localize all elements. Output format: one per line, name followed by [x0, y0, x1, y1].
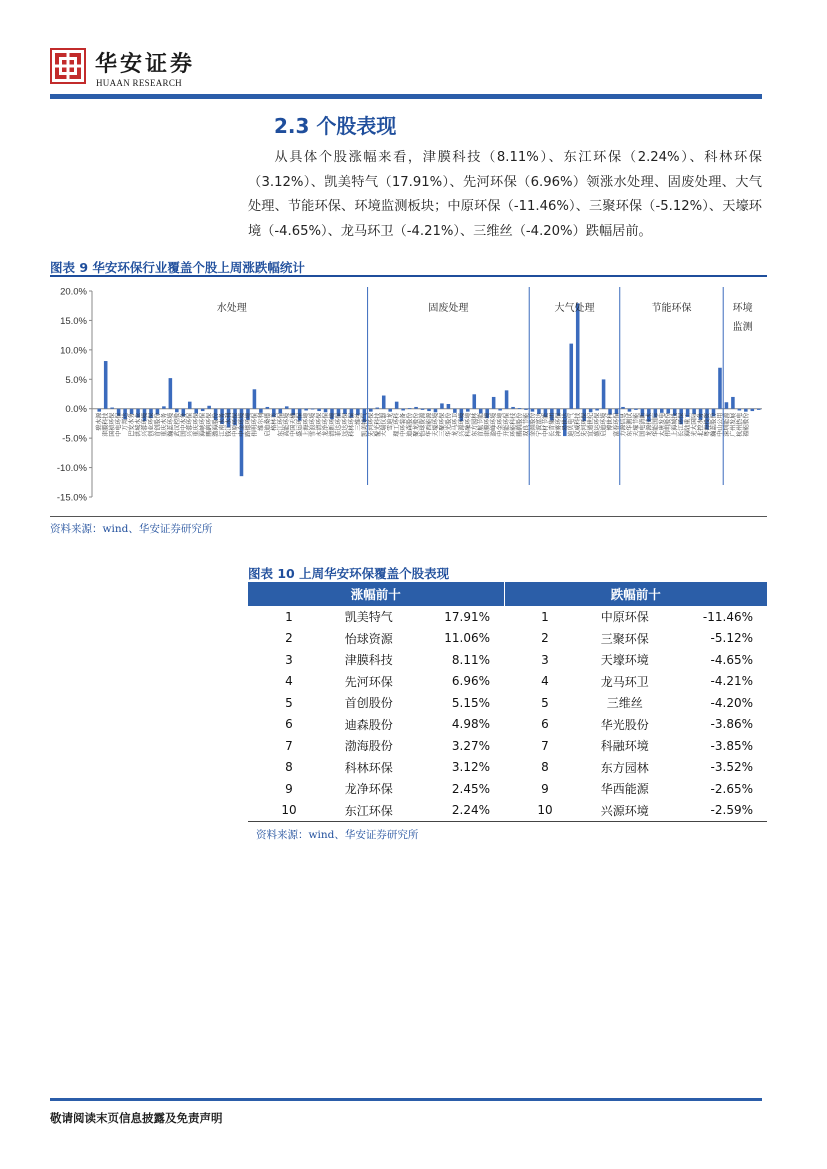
x-tick-label: 粤海投资 [704, 412, 712, 437]
x-tick-label: 渤海股份 [212, 412, 220, 437]
gainer-rank: 5 [285, 695, 293, 710]
x-tick-label: 中金环境 [497, 412, 505, 437]
x-tick-label: 盛运环保 [594, 412, 602, 437]
x-tick-label: 深圳能源 [723, 412, 731, 437]
x-tick-label: 大唐发电 [658, 412, 666, 437]
loser-change: -3.85% [710, 738, 753, 753]
bar [518, 408, 522, 409]
bar [311, 409, 315, 410]
gainer-rank: 8 [285, 760, 293, 775]
x-tick-label: 国祯环保 [109, 412, 117, 437]
bar [660, 409, 664, 413]
header-divider [50, 94, 762, 99]
x-tick-label: 宜通世纪 [587, 412, 595, 437]
bar [253, 389, 257, 408]
x-tick-label: 兴源环境 [458, 412, 466, 437]
x-tick-label: 清新环境 [329, 412, 337, 437]
x-tick-label: 瀚蓝股份 [710, 412, 718, 437]
loser-name: 科融环境 [600, 739, 649, 754]
gainer-change: 3.27% [451, 738, 490, 753]
bar [266, 407, 270, 409]
bar [388, 409, 392, 412]
bar [466, 409, 470, 412]
x-tick-label: 宁波富达 [535, 412, 543, 437]
loser-change: -11.46% [702, 609, 753, 624]
bar [757, 409, 761, 410]
bar [169, 378, 173, 409]
x-tick-label: 开能环保 [503, 412, 511, 437]
y-tick-label: -10.0% [56, 463, 87, 475]
footer-disclaimer: 敬请阅读末页信息披露及免责声明 [50, 1111, 223, 1125]
gainer-change: 8.11% [451, 652, 490, 667]
loser-rank: 10 [504, 800, 586, 822]
x-tick-label: 中国天楹 [290, 412, 298, 437]
x-tick-label: 金圆股份 [529, 412, 537, 437]
bar [505, 390, 509, 408]
figure10-title: 图表 10 上周华安环保覆盖个股表现 [248, 566, 450, 581]
x-tick-label: 东江环保 [277, 412, 285, 437]
group-label: 水处理 [216, 303, 247, 314]
loser-name: 中原环保 [600, 610, 649, 625]
bar [162, 406, 166, 408]
x-tick-label: 天壕节能 [632, 412, 640, 437]
loser-name: 三维丝 [606, 696, 643, 711]
bar [440, 403, 444, 408]
table-row [248, 778, 767, 800]
loser-rank: 9 [541, 781, 549, 796]
x-tick-label: 中环装备 [400, 412, 408, 437]
bar [375, 408, 379, 409]
gainer-name: 科林环保 [344, 760, 393, 775]
x-tick-label: 中原环保 [232, 412, 240, 437]
bar [628, 409, 632, 412]
gainer-rank: 3 [285, 652, 293, 667]
x-tick-label: 迪森股份 [406, 412, 414, 437]
x-tick-label: 上海环境 [303, 412, 311, 437]
x-tick-label: 兴蓉环保 [186, 412, 194, 437]
gainer-name: 东江环保 [330, 800, 408, 822]
bar [725, 402, 729, 408]
logo-mark [50, 48, 86, 84]
group-label: 固废处理 [428, 303, 469, 314]
gainer-rank: 4 [285, 674, 293, 689]
bar [492, 397, 496, 409]
bar [104, 361, 108, 409]
x-tick-label: 高能环境 [283, 412, 291, 437]
bar [175, 409, 179, 413]
gainer-rank: 2 [285, 631, 293, 646]
loser-rank: 3 [541, 652, 549, 667]
x-tick-label: 聚龙股份 [413, 412, 421, 437]
x-tick-label: 碧水源 [96, 412, 104, 431]
y-tick-label: 5.0% [65, 374, 87, 386]
x-tick-label: 迪贝电气 [568, 412, 576, 437]
gainer-name: 凯美特气 [344, 610, 393, 625]
bar [569, 344, 573, 409]
x-tick-label: 菲达环保 [335, 412, 343, 437]
group-label: 环境 [732, 303, 753, 314]
table-row [248, 714, 767, 736]
figure9-title: 图表 9 华安环保行业覆盖个股上周涨跌幅统计 [50, 260, 305, 275]
x-tick-label: 华西能源 [426, 412, 433, 437]
loser-change: -4.65% [710, 652, 753, 667]
figure9-chart [50, 280, 767, 512]
loser-name: 天壕环境 [600, 653, 649, 668]
group-label: 节能环保 [651, 303, 692, 314]
gainer-name: 迪森股份 [344, 717, 393, 732]
x-tick-label: 创业环保 [147, 412, 155, 437]
gainer-name: 首创股份 [344, 696, 393, 711]
gainer-name: 津膜科技 [344, 653, 393, 668]
bar [511, 407, 515, 409]
x-tick-label: 维尔利 [257, 412, 265, 431]
logo-title: 华安证券 [95, 51, 196, 77]
x-tick-label: 中电环保 [115, 412, 123, 437]
bar [576, 303, 580, 408]
x-tick-label: 光大国际 [691, 412, 699, 437]
loser-name: 龙马环卫 [600, 674, 649, 689]
x-tick-label: 巴安水务 [128, 412, 136, 437]
x-tick-label: 三聚环保 [438, 412, 446, 437]
x-tick-label: 中山公用 [716, 412, 724, 437]
loser-rank: 5 [541, 695, 549, 710]
x-tick-label: 力源信息 [619, 412, 627, 437]
x-tick-label: 龙净环保 [322, 412, 330, 437]
x-tick-label: 汉威科技 [574, 412, 582, 437]
x-tick-label: 洪城水业 [135, 412, 143, 437]
y-tick-label: 20.0% [60, 286, 87, 298]
gainer-rank: 1 [285, 609, 293, 624]
x-tick-label: 首航节能 [477, 412, 485, 437]
x-tick-label: 鹏鹞股份 [516, 412, 524, 437]
y-tick-label: 15.0% [60, 315, 87, 327]
bar [201, 409, 205, 411]
x-tick-label: 海峡环保 [199, 412, 207, 437]
loser-name: 华西能源 [600, 782, 649, 797]
table-row [248, 649, 767, 671]
x-tick-label: 津膜科技 [102, 412, 110, 437]
x-tick-label: 远达环保 [341, 412, 349, 437]
x-tick-label: 杭州热电 [736, 412, 744, 437]
x-tick-label: 海陆重工 [684, 412, 692, 437]
table-row [248, 735, 767, 757]
bar [531, 409, 535, 412]
gainer-rank: 9 [285, 781, 293, 796]
x-tick-label: 龙马环卫 [451, 412, 459, 437]
x-tick-label: 永清环保 [316, 412, 324, 437]
bar [595, 409, 599, 411]
header-gainers: 涨幅前十 [248, 582, 504, 606]
loser-rank: 4 [541, 674, 549, 689]
bar [472, 394, 476, 408]
x-tick-label: 津膜环境 [484, 412, 492, 437]
x-tick-label: 先河环保 [581, 412, 589, 437]
gainer-change: 2.24% [408, 800, 504, 822]
bar [188, 402, 192, 409]
gainer-change: 2.45% [451, 781, 490, 796]
bar [395, 402, 399, 409]
bar [285, 406, 289, 408]
table-row [248, 692, 767, 714]
x-tick-label: 长江环保 [678, 412, 686, 437]
x-tick-label: 伟明股份 [665, 412, 673, 437]
x-tick-label: 重庆环保 [193, 412, 201, 437]
x-tick-label: 瀚蓝环境 [167, 412, 175, 437]
gainer-rank: 7 [285, 738, 293, 753]
figure9-source-rule [50, 516, 767, 517]
bar [718, 368, 722, 409]
loser-rank: 1 [541, 609, 549, 624]
group-label: 大气处理 [554, 303, 595, 314]
table-row [248, 628, 767, 650]
bar [304, 409, 308, 411]
bar [408, 408, 412, 409]
bar [738, 409, 742, 411]
figure10-source: 资料来源：wind、华安证券研究所 [256, 829, 419, 841]
gainer-name: 怡球资源 [344, 631, 393, 646]
gainer-name: 渤海股份 [344, 739, 393, 754]
gainer-name: 先河环保 [344, 674, 393, 689]
bar [602, 379, 606, 408]
x-tick-label: 天瑞仪器 [380, 412, 388, 437]
gainer-change: 6.96% [451, 674, 490, 689]
bar [589, 409, 593, 413]
y-tick-label: 0.0% [65, 404, 87, 416]
bar [621, 407, 625, 409]
x-tick-label: 格林美 [270, 412, 278, 431]
x-tick-label: 华光股份 [445, 412, 453, 437]
x-tick-label: 兴蓉环境 [141, 412, 149, 437]
x-tick-label: 万邦达 [122, 412, 130, 431]
x-tick-label: 广州发展 [729, 412, 737, 437]
bar [259, 409, 263, 413]
x-tick-label: 聚光科技 [374, 412, 382, 437]
x-tick-label: 富春环保 [613, 412, 621, 437]
bar [207, 406, 211, 409]
x-tick-label: 中金环境 [238, 412, 246, 437]
gainer-rank: 6 [285, 717, 293, 732]
loser-change: -4.21% [710, 674, 753, 689]
table-row [248, 671, 767, 693]
logo-seal-icon [52, 50, 84, 82]
x-tick-label: 上海城投 [671, 412, 679, 437]
gainer-name: 龙净环保 [344, 782, 393, 797]
performance-table [248, 582, 767, 822]
gainer-change: 17.91% [444, 609, 490, 624]
table-header-row [248, 582, 767, 606]
x-tick-label: 凯美特气 [361, 412, 369, 437]
x-tick-label: 盈峰环境 [490, 412, 498, 437]
x-tick-label: 双良节能 [522, 412, 530, 437]
x-tick-label: 先河环保 [367, 412, 375, 437]
loser-change: -4.20% [710, 695, 753, 710]
table-row [248, 800, 767, 822]
x-tick-label: 天壕环境 [432, 412, 440, 437]
bar [524, 409, 528, 410]
y-tick-label: 10.0% [60, 345, 87, 357]
loser-change: -2.65% [710, 781, 753, 796]
x-tick-label: 雪迪龙 [387, 412, 395, 431]
x-tick-label: 北控水务 [697, 412, 705, 437]
x-tick-label: 伟明环保 [251, 412, 259, 437]
bar [317, 409, 321, 411]
x-tick-label: 国电清新 [639, 412, 647, 437]
bar [634, 409, 638, 410]
bar [110, 408, 114, 409]
loser-name: 三聚环保 [600, 631, 649, 646]
bar [453, 409, 457, 413]
logo-subtitle: HUAAN RESEARCH [96, 78, 182, 88]
loser-change: -3.86% [710, 717, 753, 732]
bar [447, 404, 451, 409]
x-tick-label: 盛运环保 [296, 412, 304, 437]
x-tick-label: 钱江水利 [225, 412, 233, 437]
loser-name: 东方园林 [600, 760, 649, 775]
gainer-rank: 10 [248, 800, 330, 822]
loser-rank: 2 [541, 631, 549, 646]
bar [401, 409, 405, 411]
x-tick-label: 华能国际 [652, 412, 660, 437]
loser-change: -5.12% [710, 631, 753, 646]
x-tick-label: 武汉控股 [173, 412, 181, 437]
gainer-change: 3.12% [451, 760, 490, 775]
section-paragraph: 从具体个股涨幅来看，津膜科技（8.11%）、东江环保（2.24%）、科林环保（3.12%）、凯美特气（17.91%）、先河环保（6.96%）领涨水处理、固废处理、大气处理、节能环保、环境监测板块；中原环保（-11.46%）、三聚环保（-5.12%）、天壕环境（-4.65%）、龙马环卫（-4.21%）、三维丝（-4.20%）跌幅居前。 [248, 150, 762, 239]
x-tick-label: 鹏鹞环保 [206, 412, 214, 437]
x-tick-label: 怡球资源 [419, 412, 427, 437]
loser-change: -2.59% [664, 800, 767, 822]
x-tick-label: 易世达 [561, 412, 569, 431]
x-tick-label: 福能股份 [742, 412, 750, 437]
x-tick-label: 启迪桑德 [264, 412, 272, 437]
y-tick-label: -5.0% [62, 433, 87, 445]
loser-change: -3.52% [710, 760, 753, 775]
x-tick-label: 长青集团 [548, 412, 556, 437]
bar [744, 409, 748, 412]
x-tick-label: 江南水务 [219, 412, 227, 437]
bar [382, 396, 386, 409]
loser-name: 华光股份 [600, 717, 649, 732]
x-tick-label: 博世科 [607, 412, 615, 431]
x-tick-label: 神雾环保 [555, 412, 563, 437]
y-tick-label: -15.0% [56, 492, 87, 504]
x-tick-label: 龙源技术 [645, 412, 653, 437]
bar [731, 397, 735, 409]
section-title: 2.3 个股表现 [274, 114, 397, 138]
x-tick-label: 启迪环境 [600, 412, 608, 437]
x-tick-label: 重庆水务 [160, 412, 168, 437]
x-tick-label: 三维丝 [354, 412, 362, 431]
gainer-change: 5.15% [451, 695, 490, 710]
footer-divider [50, 1098, 762, 1101]
bar [324, 409, 328, 413]
bar [427, 409, 431, 411]
x-tick-label: 首创股份 [154, 412, 162, 437]
gainer-change: 4.98% [451, 717, 490, 732]
figure9-title-rule [50, 275, 767, 277]
bar [434, 409, 438, 413]
header-losers: 跌幅前十 [504, 582, 767, 606]
table-row [248, 606, 767, 628]
bar [97, 409, 101, 412]
gainer-change: 11.06% [444, 631, 490, 646]
x-tick-label: 理工环科 [393, 412, 401, 437]
bar [751, 409, 755, 411]
x-tick-label: 环能科技 [510, 412, 518, 437]
bar [369, 409, 373, 412]
x-tick-label: 路德环境 [244, 412, 252, 437]
bar [498, 409, 502, 411]
x-tick-label: 科融环境 [464, 412, 472, 437]
bar [421, 409, 425, 410]
x-tick-label: 东方园林 [471, 412, 479, 437]
figure9-source: 资料来源：wind、华安证券研究所 [50, 523, 213, 535]
x-tick-label: 国中水务 [180, 412, 188, 437]
loser-rank: 6 [541, 717, 549, 732]
bar [414, 407, 418, 409]
loser-rank: 8 [541, 760, 549, 775]
group-label: 监测 [732, 322, 753, 333]
table-row [248, 757, 767, 779]
loser-rank: 7 [541, 738, 549, 753]
loser-name: 兴源环境 [586, 800, 664, 822]
x-tick-label: 中材节能 [542, 412, 550, 437]
x-tick-label: 东华测试 [626, 412, 634, 437]
x-tick-label: 雪浪环境 [309, 412, 317, 437]
x-tick-label: 科林环保 [348, 412, 356, 437]
